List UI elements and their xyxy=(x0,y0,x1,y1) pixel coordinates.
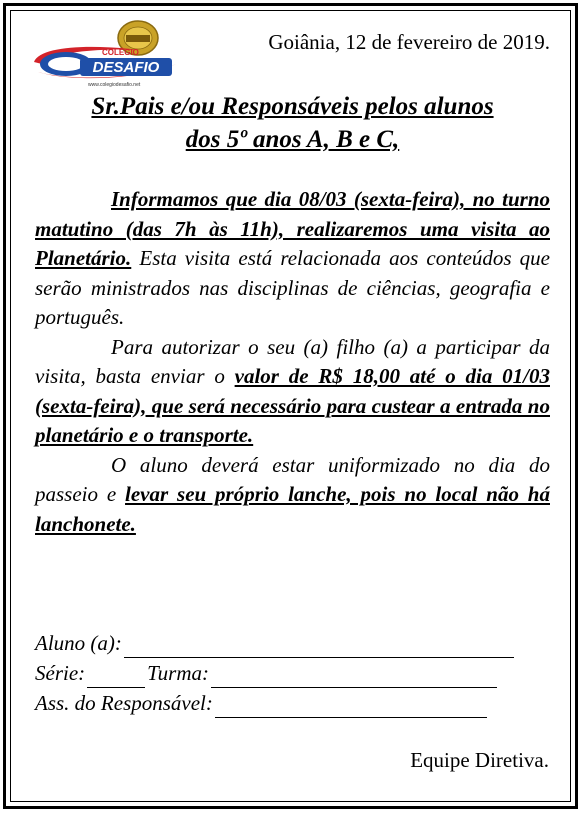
responsavel-signature-field[interactable] xyxy=(215,696,487,718)
form-row-aluno xyxy=(35,628,514,658)
school-logo xyxy=(30,20,178,92)
paragraph-3-text: O aluno deverá estar uniformizado no dia do passeio e xyxy=(35,452,550,506)
heading-line-2: dos 5º anos A, B e C, xyxy=(185,126,400,153)
turma-label: Turma: xyxy=(147,661,210,685)
letter-body xyxy=(35,185,550,539)
paragraph-3-highlight: levar seu próprio lanche, pois no local não há lanchonete. xyxy=(35,482,550,536)
paragraph-2 xyxy=(35,333,550,451)
paragraph-3 xyxy=(35,451,550,540)
paragraph-1-text: Esta visita está relacionada aos conteúdos que serão ministrados nas disciplinas de ciências, geografia e português. xyxy=(35,246,550,329)
heading xyxy=(40,90,545,156)
document-date: Goiânia, 12 de fevereiro de 2019. xyxy=(268,30,550,54)
logo-url: www.colegiodesafio.net xyxy=(88,82,141,88)
signature: Equipe Diretiva. xyxy=(410,748,549,772)
paragraph-2-highlight: valor de R$ 18,00 até o dia 01/03 (sexta-feira), que será necessário para custear a entrada no planetário e o transporte. xyxy=(35,364,550,447)
form-row-responsavel xyxy=(35,688,514,718)
authorization-form xyxy=(35,628,514,718)
form-row-serie xyxy=(35,658,514,688)
aluno-field[interactable] xyxy=(124,636,514,658)
logo-name: DESAFIO xyxy=(92,59,160,76)
paragraph-2-text: Para autorizar o seu (a) filho (a) a participar da visita, basta enviar o xyxy=(35,334,550,388)
serie-label: Série: xyxy=(35,661,86,685)
paragraph-1-highlight: Informamos que dia 08/03 (sexta-feira), no turno matutino (das 7h às 11h), realizaremos uma visita ao Planetário. xyxy=(35,187,550,270)
serie-field[interactable] xyxy=(87,666,145,688)
responsavel-label: Ass. do Responsável: xyxy=(35,691,213,715)
logo-top-label: COLÉGIO xyxy=(102,48,139,57)
aluno-label: Aluno (a): xyxy=(35,631,122,655)
heading-line-1: Sr.Pais e/ou Responsáveis pelos alunos xyxy=(91,93,494,120)
turma-field[interactable] xyxy=(211,666,497,688)
paragraph-1 xyxy=(35,185,550,333)
